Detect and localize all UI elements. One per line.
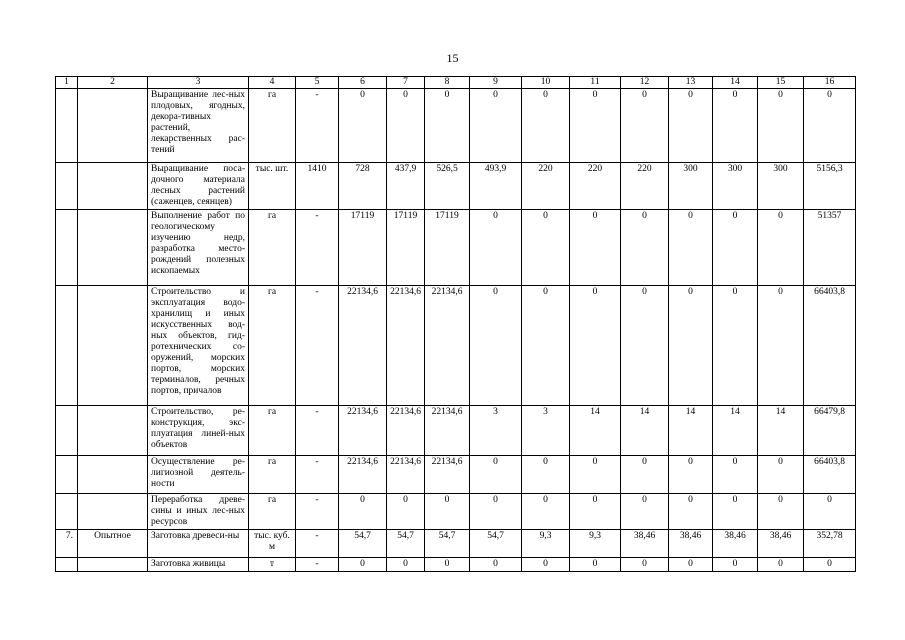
unit-cell: га <box>249 494 296 530</box>
value-cell: - <box>296 456 339 494</box>
row-number-cell <box>56 558 78 572</box>
value-cell: 220 <box>621 163 669 210</box>
value-cell: 493,9 <box>470 163 522 210</box>
value-cell: 0 <box>758 286 804 406</box>
value-cell: 0 <box>522 286 570 406</box>
value-cell: 0 <box>669 558 713 572</box>
forest-type-cell <box>78 406 148 456</box>
column-header-6: 6 <box>339 77 387 89</box>
value-cell: 1410 <box>296 163 339 210</box>
column-header-5: 5 <box>296 77 339 89</box>
value-cell: 0 <box>387 558 425 572</box>
value-cell: 38,46 <box>621 530 669 558</box>
value-cell: - <box>296 89 339 163</box>
unit-cell: га <box>249 406 296 456</box>
value-cell: 0 <box>804 494 856 530</box>
value-cell: 0 <box>425 494 470 530</box>
value-cell: 0 <box>758 89 804 163</box>
value-cell: 17119 <box>339 210 387 286</box>
value-cell: - <box>296 210 339 286</box>
value-cell: 526,5 <box>425 163 470 210</box>
table-row <box>56 530 856 558</box>
activity-name-cell: Выращивание поса-дочного материала лесных растений (саженцев, сеянцев) <box>148 163 249 210</box>
value-cell: 0 <box>713 286 758 406</box>
value-cell: 51357 <box>804 210 856 286</box>
value-cell: 0 <box>570 210 621 286</box>
value-cell: 22134,6 <box>339 286 387 406</box>
value-cell: 14 <box>713 406 758 456</box>
forest-type-cell <box>78 89 148 163</box>
value-cell: 22134,6 <box>387 406 425 456</box>
value-cell: 22134,6 <box>425 406 470 456</box>
row-number-cell <box>56 406 78 456</box>
value-cell: 54,7 <box>387 530 425 558</box>
column-header-16: 16 <box>804 77 856 89</box>
value-cell: 0 <box>387 89 425 163</box>
forest-use-table <box>55 76 856 572</box>
value-cell: 9,3 <box>570 530 621 558</box>
row-number-cell <box>56 494 78 530</box>
column-header-15: 15 <box>758 77 804 89</box>
value-cell: 0 <box>669 89 713 163</box>
value-cell: 66403,8 <box>804 286 856 406</box>
value-cell: 0 <box>669 210 713 286</box>
value-cell: 14 <box>758 406 804 456</box>
value-cell: 728 <box>339 163 387 210</box>
unit-cell: га <box>249 286 296 406</box>
unit-cell: га <box>249 89 296 163</box>
value-cell: 0 <box>713 456 758 494</box>
column-header-14: 14 <box>713 77 758 89</box>
column-header-9: 9 <box>470 77 522 89</box>
activity-name-cell: Переработка древе-сины и иных лес-ных ресурсов <box>148 494 249 530</box>
column-header-11: 11 <box>570 77 621 89</box>
value-cell: 0 <box>522 558 570 572</box>
value-cell: 54,7 <box>470 530 522 558</box>
column-header-1: 1 <box>56 77 78 89</box>
value-cell: 0 <box>669 456 713 494</box>
value-cell: - <box>296 558 339 572</box>
value-cell: 66403,8 <box>804 456 856 494</box>
value-cell: 22134,6 <box>387 456 425 494</box>
table-row <box>56 558 856 572</box>
value-cell: 0 <box>570 286 621 406</box>
table-row <box>56 89 856 163</box>
value-cell: 0 <box>669 286 713 406</box>
value-cell: 0 <box>804 89 856 163</box>
value-cell: 0 <box>621 456 669 494</box>
value-cell: 0 <box>713 89 758 163</box>
value-cell: 0 <box>470 210 522 286</box>
value-cell: 22134,6 <box>425 286 470 406</box>
table-row <box>56 286 856 406</box>
value-cell: 0 <box>339 89 387 163</box>
row-number-cell <box>56 456 78 494</box>
value-cell: 0 <box>758 558 804 572</box>
page-number: 15 <box>446 51 459 65</box>
value-cell: 220 <box>570 163 621 210</box>
value-cell: 352,78 <box>804 530 856 558</box>
value-cell: 0 <box>621 286 669 406</box>
value-cell: 0 <box>804 558 856 572</box>
value-cell: 0 <box>522 494 570 530</box>
table-row <box>56 163 856 210</box>
value-cell: 5156,3 <box>804 163 856 210</box>
value-cell: 14 <box>570 406 621 456</box>
value-cell: - <box>296 494 339 530</box>
value-cell: 66479,8 <box>804 406 856 456</box>
value-cell: 22134,6 <box>339 456 387 494</box>
value-cell: 0 <box>621 558 669 572</box>
table-row <box>56 210 856 286</box>
column-header-13: 13 <box>669 77 713 89</box>
value-cell: 0 <box>387 494 425 530</box>
forest-type-cell <box>78 163 148 210</box>
value-cell: 0 <box>570 558 621 572</box>
value-cell: 0 <box>570 456 621 494</box>
activity-name-cell: Строительство, ре-конструкция, экс-плуатация линей-ных объектов <box>148 406 249 456</box>
column-header-12: 12 <box>621 77 669 89</box>
forest-type-cell <box>78 494 148 530</box>
row-number-cell <box>56 286 78 406</box>
activity-name-cell: Выращивание лес-ных плодовых, ягодных, декора-тивных растений, лекарственных рас-тений <box>148 89 249 163</box>
value-cell: 300 <box>669 163 713 210</box>
value-cell: 0 <box>713 494 758 530</box>
unit-cell: тыс. шт. <box>249 163 296 210</box>
column-header-2: 2 <box>78 77 148 89</box>
activity-name-cell: Осуществление ре-лигиозной деятель-ности <box>148 456 249 494</box>
value-cell: 0 <box>470 286 522 406</box>
activity-name-cell: Строительство и эксплуатация водо-хранилищ и иных искусственных вод-ных объектов, гид-ротехнических со-оружений, морских портов, морских терминалов, речных портов, причалов <box>148 286 249 406</box>
activity-name-cell: Выполнение работ по геологическому изучению недр, разработка место-рождений полезных ископаемых <box>148 210 249 286</box>
value-cell: 0 <box>570 494 621 530</box>
value-cell: 0 <box>621 210 669 286</box>
value-cell: 3 <box>522 406 570 456</box>
value-cell: 300 <box>758 163 804 210</box>
value-cell: 0 <box>425 558 470 572</box>
value-cell: 0 <box>522 210 570 286</box>
value-cell: 0 <box>713 558 758 572</box>
column-header-3: 3 <box>148 77 249 89</box>
unit-cell: т <box>249 558 296 572</box>
value-cell: 22134,6 <box>387 286 425 406</box>
value-cell: 0 <box>621 89 669 163</box>
value-cell: - <box>296 530 339 558</box>
table-row <box>56 456 856 494</box>
value-cell: 0 <box>470 89 522 163</box>
value-cell: 0 <box>570 89 621 163</box>
value-cell: 300 <box>713 163 758 210</box>
value-cell: 17119 <box>425 210 470 286</box>
table-row <box>56 406 856 456</box>
forest-type-cell <box>78 286 148 406</box>
row-number-cell <box>56 89 78 163</box>
value-cell: 0 <box>425 89 470 163</box>
activity-name-cell: Заготовка древеси-ны <box>148 530 249 558</box>
table-row <box>56 494 856 530</box>
value-cell: 437,9 <box>387 163 425 210</box>
value-cell: 0 <box>621 494 669 530</box>
value-cell: 0 <box>522 456 570 494</box>
value-cell: 17119 <box>387 210 425 286</box>
value-cell: 38,46 <box>758 530 804 558</box>
value-cell: 14 <box>621 406 669 456</box>
value-cell: 0 <box>713 210 758 286</box>
value-cell: 54,7 <box>339 530 387 558</box>
value-cell: 0 <box>522 89 570 163</box>
activity-name-cell: Заготовка живицы <box>148 558 249 572</box>
forest-type-cell <box>78 558 148 572</box>
value-cell: 0 <box>758 494 804 530</box>
value-cell: 0 <box>470 456 522 494</box>
value-cell: 220 <box>522 163 570 210</box>
forest-type-cell <box>78 456 148 494</box>
forest-type-cell: Опытное <box>78 530 148 558</box>
value-cell: - <box>296 406 339 456</box>
value-cell: 0 <box>470 558 522 572</box>
unit-cell: га <box>249 456 296 494</box>
column-header-7: 7 <box>387 77 425 89</box>
column-header-10: 10 <box>522 77 570 89</box>
value-cell: 0 <box>758 210 804 286</box>
value-cell: 22134,6 <box>339 406 387 456</box>
row-number-cell <box>56 210 78 286</box>
value-cell: 0 <box>669 494 713 530</box>
value-cell: 0 <box>758 456 804 494</box>
row-number-cell <box>56 163 78 210</box>
value-cell: 14 <box>669 406 713 456</box>
column-header-4: 4 <box>249 77 296 89</box>
value-cell: 3 <box>470 406 522 456</box>
value-cell: 9,3 <box>522 530 570 558</box>
value-cell: 38,46 <box>713 530 758 558</box>
value-cell: 0 <box>339 558 387 572</box>
unit-cell: га <box>249 210 296 286</box>
unit-cell: тыс. куб. м <box>249 530 296 558</box>
header-row <box>56 77 856 89</box>
row-number-cell: 7. <box>56 530 78 558</box>
column-header-8: 8 <box>425 77 470 89</box>
forest-type-cell <box>78 210 148 286</box>
value-cell: 0 <box>470 494 522 530</box>
value-cell: 22134,6 <box>425 456 470 494</box>
value-cell: 54,7 <box>425 530 470 558</box>
value-cell: 38,46 <box>669 530 713 558</box>
value-cell: - <box>296 286 339 406</box>
value-cell: 0 <box>339 494 387 530</box>
